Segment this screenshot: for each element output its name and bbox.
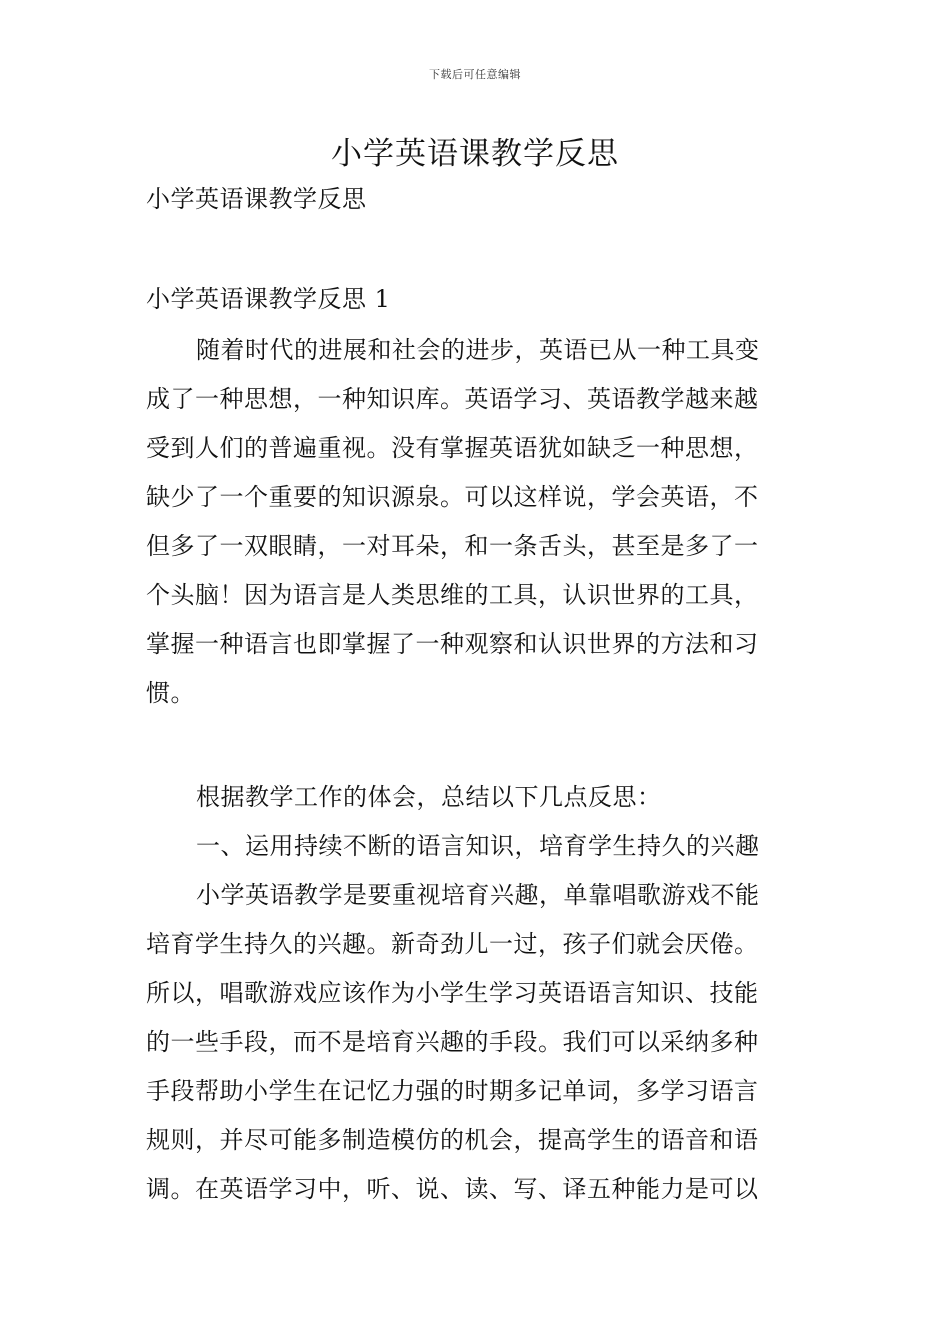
paragraph-line: 培育学生持久的兴趣。新奇劲儿一过，孩子们就会厌倦。 [146,930,759,958]
paragraph-line: 调。在英语学习中，听、说、读、写、译五种能力是可以 [146,1175,759,1203]
paragraph-line: 个头脑！因为语言是人类思维的工具，认识世界的工具， [146,581,759,609]
paragraph-line: 成了一种思想，一种知识库。英语学习、英语教学越来越 [146,385,759,413]
section-heading: 小学英语课教学反思 1 [146,285,391,313]
paragraph-line: 惯。 [146,679,195,707]
paragraph-line: 随着时代的进展和社会的进步，英语已从一种工具变 [196,336,760,364]
header-note: 下载后可任意编辑 [429,68,521,81]
paragraph-line: 所以，唱歌游戏应该作为小学生学习英语语言知识、技能 [146,979,759,1007]
paragraph-line: 受到人们的普遍重视。没有掌握英语犹如缺乏一种思想， [146,434,759,462]
paragraph-line: 掌握一种语言也即掌握了一种观察和认识世界的方法和习 [146,630,759,658]
paragraph-line: 手段帮助小学生在记忆力强的时期多记单词，多学习语言 [146,1077,759,1105]
paragraph-line: 小学英语教学是要重视培育兴趣，单靠唱歌游戏不能 [196,881,760,909]
document-subtitle: 小学英语课教学反思 [146,185,367,213]
paragraph-line: 但多了一双眼睛，一对耳朵，和一条舌头，甚至是多了一 [146,532,759,560]
paragraph-line: 的一些手段，而不是培育兴趣的手段。我们可以采纳多种 [146,1028,759,1056]
paragraph-line: 根据教学工作的体会，总结以下几点反思： [196,783,662,811]
document-title: 小学英语课教学反思 [331,136,619,172]
paragraph-line: 缺少了一个重要的知识源泉。可以这样说，学会英语，不 [146,483,759,511]
paragraph-line: 规则，并尽可能多制造模仿的机会，提高学生的语音和语 [146,1126,759,1154]
point-heading: 一、运用持续不断的语言知识，培育学生持久的兴趣 [196,832,760,860]
